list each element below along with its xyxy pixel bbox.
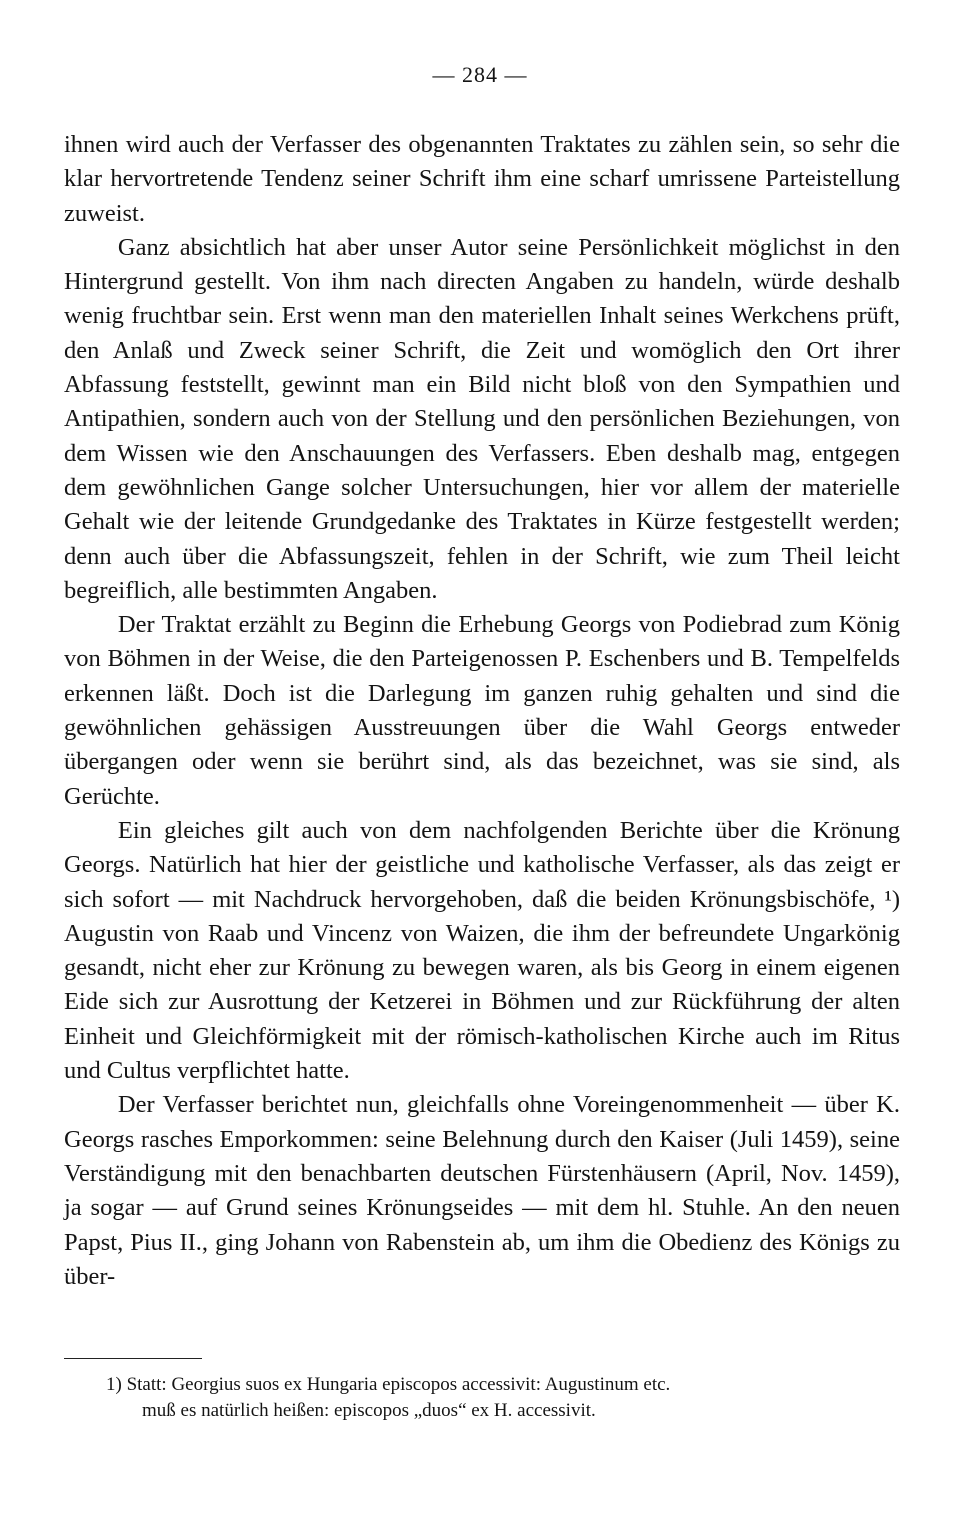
paragraph-4: Ein gleiches gilt auch von dem nachfolgenden Berichte über die Krönung Georgs. Natürlich hat hier der geistliche und katholische Verfasser, als das zeigt er sich sofort — mit Nachdruck hervorgehoben, daß die beiden Krönungsbischöfe, ¹) Augustin von Raab und Vincenz von Waizen, die ihm der befreundete Ungarkönig gesandt, nicht eher zur Krönung zu bewegen waren, als bis Georg in einem eigenen Eide sich zur Ausrottung der Ketzerei in Böhmen und zur Rückführung der alten Einheit und Gleichförmigkeit mit der römisch-katholischen Kirche auch im Ritus und Cultus verpflichtet hatte. [64,816,900,1085]
paragraph-3: Der Traktat erzählt zu Beginn die Erhebung Georgs von Podiebrad zum König von Böhmen in der Weise, die den Parteigenossen P. Eschenbers und B. Tempelfelds erkennen läßt. Doch ist die Darlegung im ganzen ruhig gehalten und sind die gewöhnlichen gehässigen Ausstreuungen über die Wahl Georgs entweder übergangen oder wenn sie berührt sind, als das bezeichnet, was sie sind, als Gerüchte. [64,611,900,810]
paragraph-2: Ganz absichtlich hat aber unser Autor seine Persönlichkeit möglichst in den Hintergrund gestellt. Von ihm nach directen Angaben zu handeln, würde deshalb wenig fruchtbar sein. Erst wenn man den materiellen Inhalt seines Werkchens prüft, den Anlaß und Zweck seiner Schrift, die Zeit und womöglich den Ort ihrer Abfassung feststellt, gewinnt man ein Bild nicht bloß von den Sympathien und Antipathien, sondern auch von der Stellung und den persönlichen Beziehungen, von dem Wissen wie den Anschauungen des Verfassers. Eben deshalb mag, entgegen dem gewöhnlichen Gange solcher Untersuchungen, hier vor allem der materielle Gehalt wie der leitende Grundgedanke des Traktates in Kürze festgestellt werden; denn auch über die Abfassungszeit, fehlen in der Schrift, wie zum Theil leicht begreiflich, alle bestimmten Angaben. [64,233,900,604]
paragraph-1: ihnen wird auch der Verfasser des obgenannten Traktates zu zählen sein, so sehr die klar hervortretende Tendenz seiner Schrift ihm eine scharf umrissene Parteistellung zuweist. [64,131,900,227]
main-text [64,128,900,1294]
footnote-line-1: 1) Statt: Georgius suos ex Hungaria episcopos accessivit: Augustinum etc. [106,1374,671,1395]
footnote [64,1372,900,1424]
page-number: — 284 — [432,62,528,87]
footnote-divider [64,1358,202,1359]
footnote-line-2: muß es natürlich heißen: episcopos „duos“ ex H. accessivit. [142,1400,596,1421]
paragraph-5: Der Verfasser berichtet nun, gleichfalls ohne Voreingenommenheit — über K. Georgs rasches Emporkommen: seine Belehnung durch den Kaiser (Juli 1459), seine Verständigung mit den benachbarten deutschen Fürstenhäusern (April, Nov. 1459), ja sogar — auf Grund seines Krönungseides — mit dem hl. Stuhle. An den neuen Papst, Pius II., ging Johann von Rabenstein ab, um ihm die Obedienz des Königs zu über- [64,1091,900,1290]
